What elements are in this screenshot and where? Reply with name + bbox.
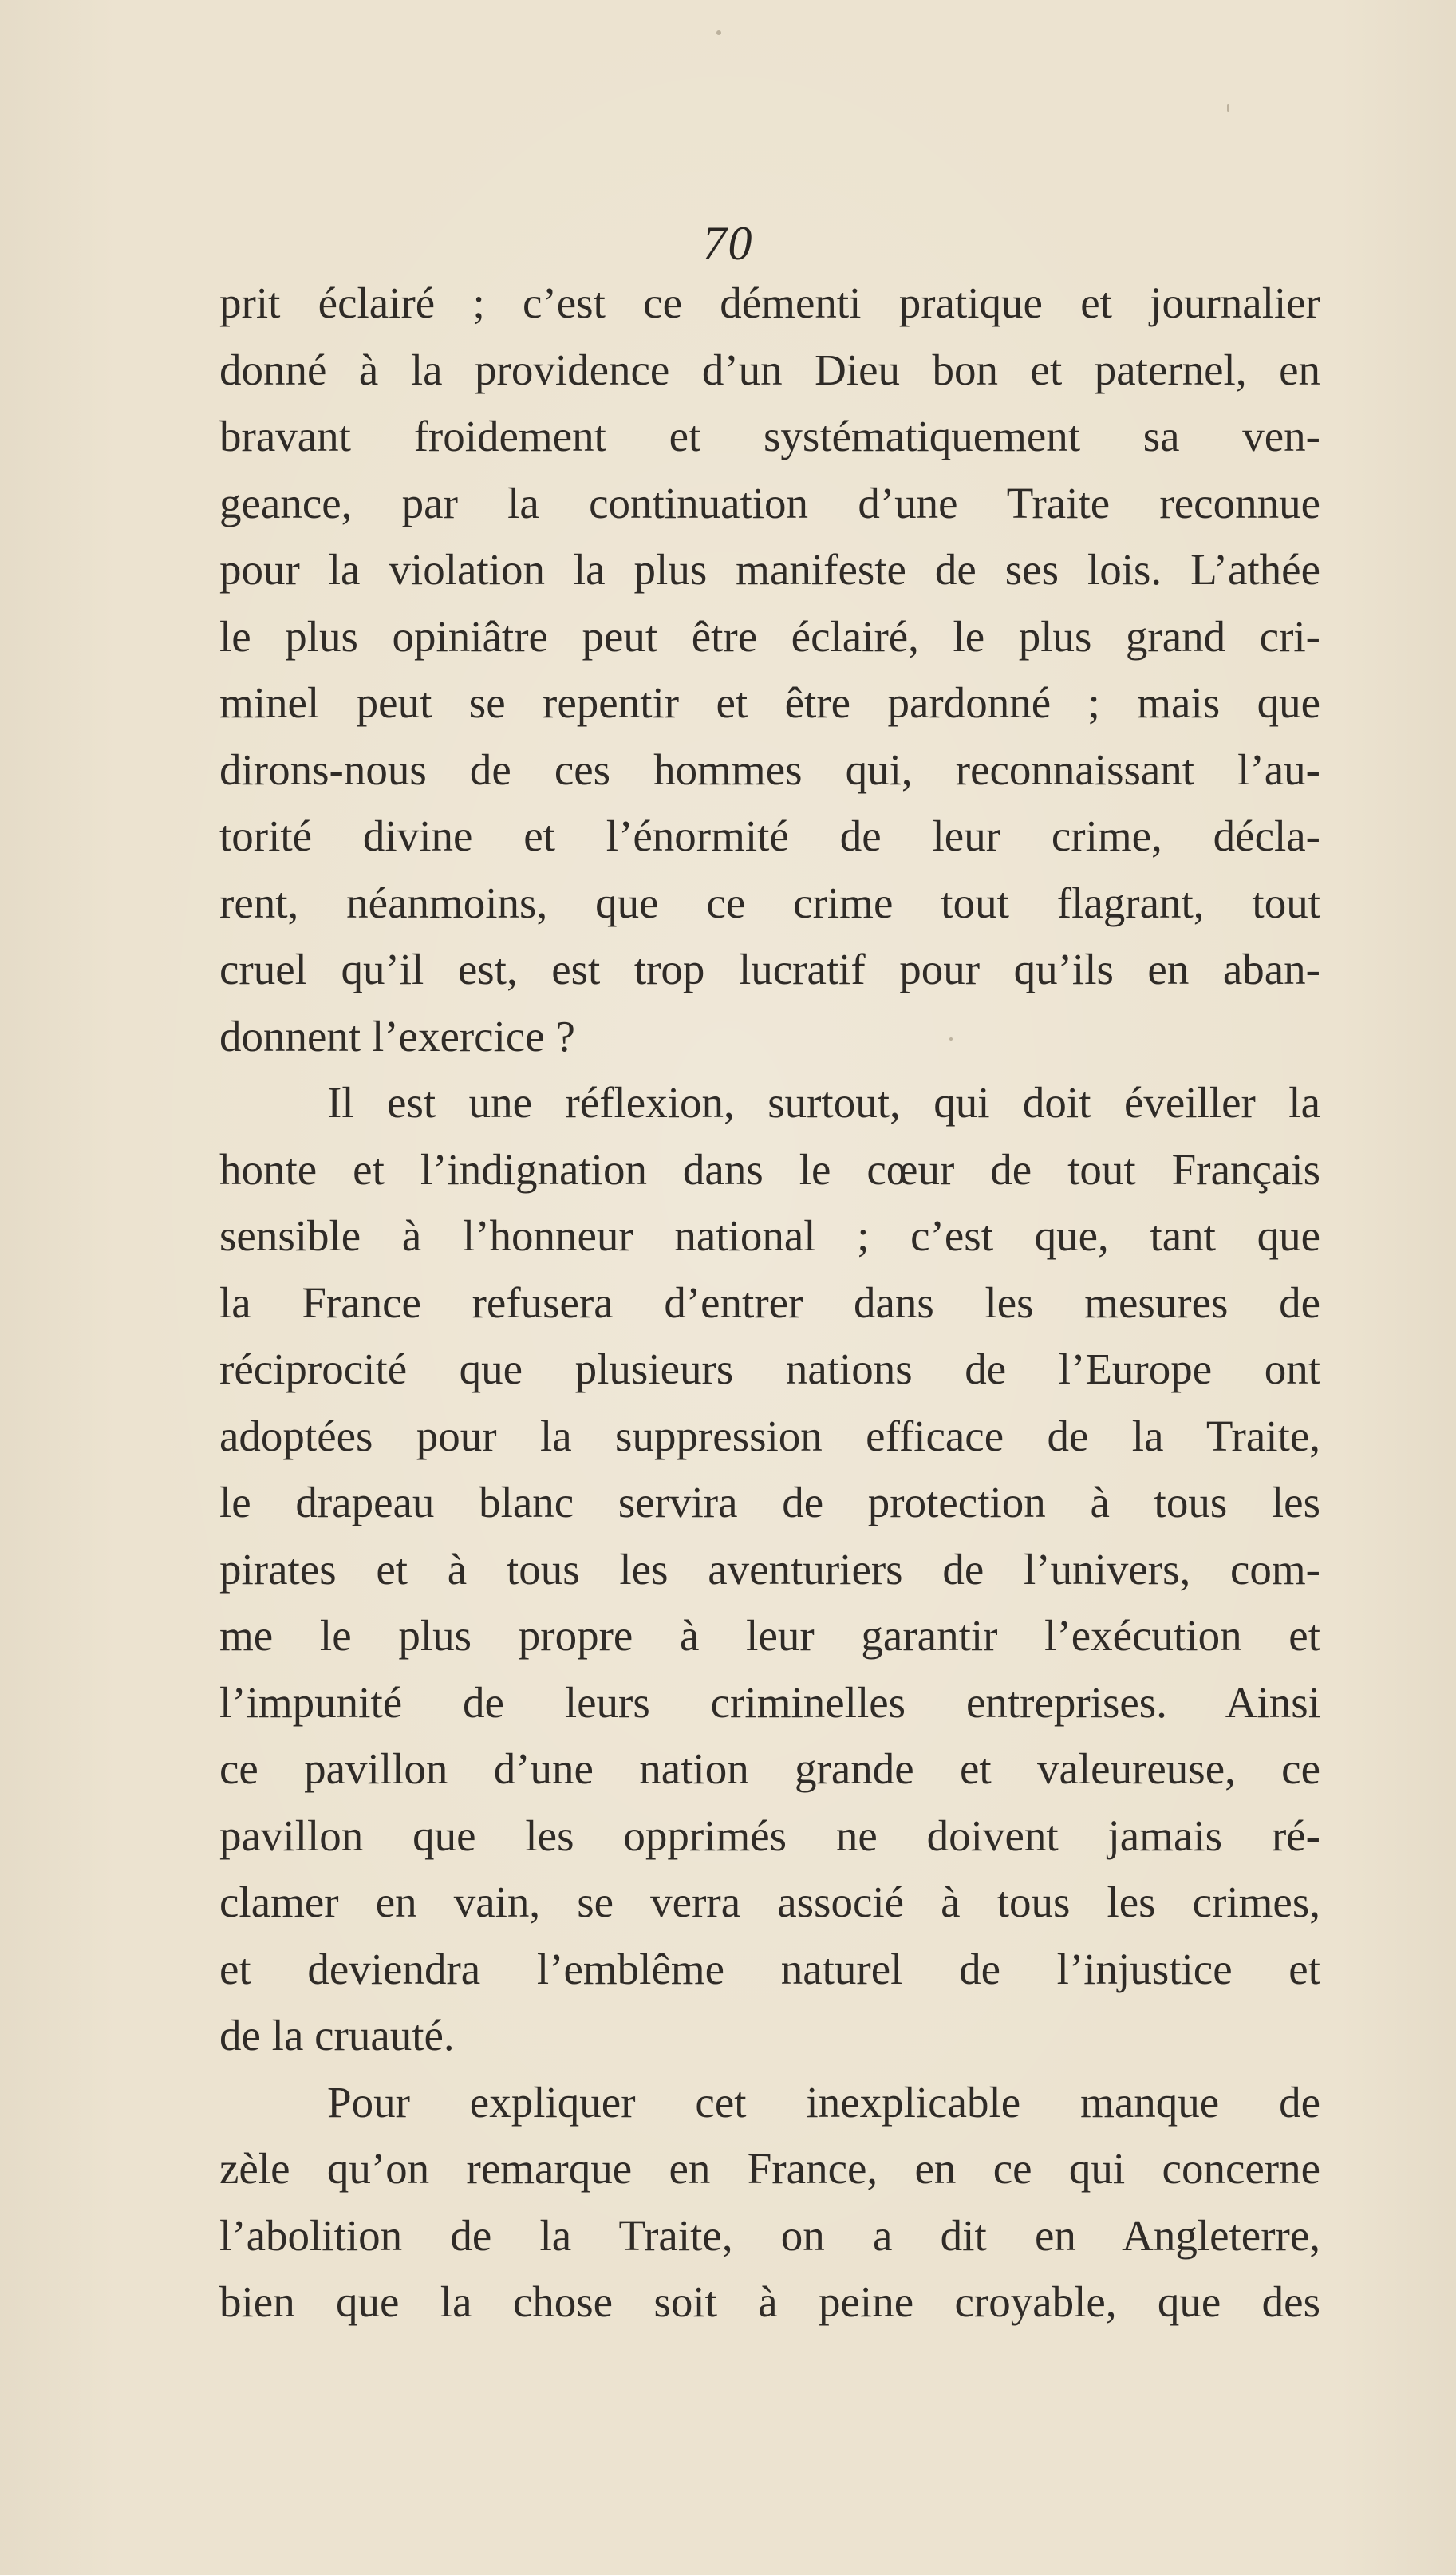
text-line: pour la violation la plus manifeste de ses lois. L’athée bbox=[219, 545, 1320, 594]
text-line: minel peut se repentir et être pardonné ; mais que bbox=[219, 678, 1320, 727]
text-line: clamer en vain, se verra associé à tous les crimes, bbox=[219, 1878, 1320, 1926]
text-line: le drapeau blanc servira de protection à tous les bbox=[219, 1478, 1320, 1526]
text-line: me le plus propre à leur garantir l’exécution et bbox=[219, 1611, 1320, 1660]
text-line: l’impunité de leurs criminelles entreprises. Ainsi bbox=[219, 1677, 1320, 1727]
page-number: 70 bbox=[702, 217, 754, 270]
text-line: bien que la chose soit à peine croyable, que des bbox=[219, 2277, 1320, 2326]
text-line: donné à la providence d’un Dieu bon et paternel, en bbox=[219, 345, 1320, 394]
text-line: adoptées pour la suppression efficace de la Traite, bbox=[219, 1411, 1320, 1460]
text-line: honte et l’indignation dans le cœur de tout Français bbox=[219, 1144, 1320, 1194]
text-line: rent, néanmoins, que ce crime tout flagrant, tout bbox=[219, 878, 1320, 927]
text-line: le plus opiniâtre peut être éclairé, le plus grand cri- bbox=[219, 611, 1320, 661]
text-line: sensible à l’honneur national ; c’est que, tant que bbox=[219, 1211, 1320, 1260]
text-line: réciprocité que plusieurs nations de l’Europe ont bbox=[219, 1345, 1320, 1393]
text-line: de la cruauté. bbox=[219, 2011, 455, 2060]
text-line: bravant froidement et systématiquement sa ven- bbox=[219, 412, 1320, 460]
text-line: donnent l’exercice ? bbox=[219, 1011, 575, 1060]
text-line: prit éclairé ; c’est ce démenti pratique et journalier bbox=[219, 278, 1320, 327]
text-line: Il est une réflexion, surtout, qui doit éveiller la bbox=[327, 1078, 1320, 1127]
text-line: la France refusera d’entrer dans les mesures de bbox=[219, 1278, 1320, 1327]
body-text bbox=[219, 270, 1320, 2336]
text-line: et deviendra l’emblême naturel de l’injustice et bbox=[219, 1944, 1320, 1993]
text-line: geance, par la continuation d’une Traite reconnue bbox=[219, 478, 1320, 527]
text-line: ce pavillon d’une nation grande et valeureuse, ce bbox=[219, 1744, 1320, 1793]
text-line: l’abolition de la Traite, on a dit en Angleterre, bbox=[219, 2210, 1320, 2260]
text-line: zèle qu’on remarque en France, en ce qui concerne bbox=[219, 2144, 1320, 2193]
paper-speck bbox=[716, 30, 721, 35]
text-line: pirates et à tous les aventuriers de l’univers, com- bbox=[219, 1544, 1320, 1594]
text-line: cruel qu’il est, est trop lucratif pour qu’ils en aban- bbox=[219, 945, 1320, 993]
paper-speck bbox=[1227, 104, 1229, 112]
text-line: dirons-nous de ces hommes qui, reconnaissant l’au- bbox=[219, 744, 1320, 794]
text-line: Pour expliquer cet inexplicable manque de bbox=[327, 2077, 1320, 2127]
text-line: torité divine et l’énormité de leur crime, décla- bbox=[219, 812, 1320, 860]
text-line: pavillon que les opprimés ne doivent jamais ré- bbox=[219, 1811, 1320, 1860]
paper-speck bbox=[949, 1037, 953, 1041]
